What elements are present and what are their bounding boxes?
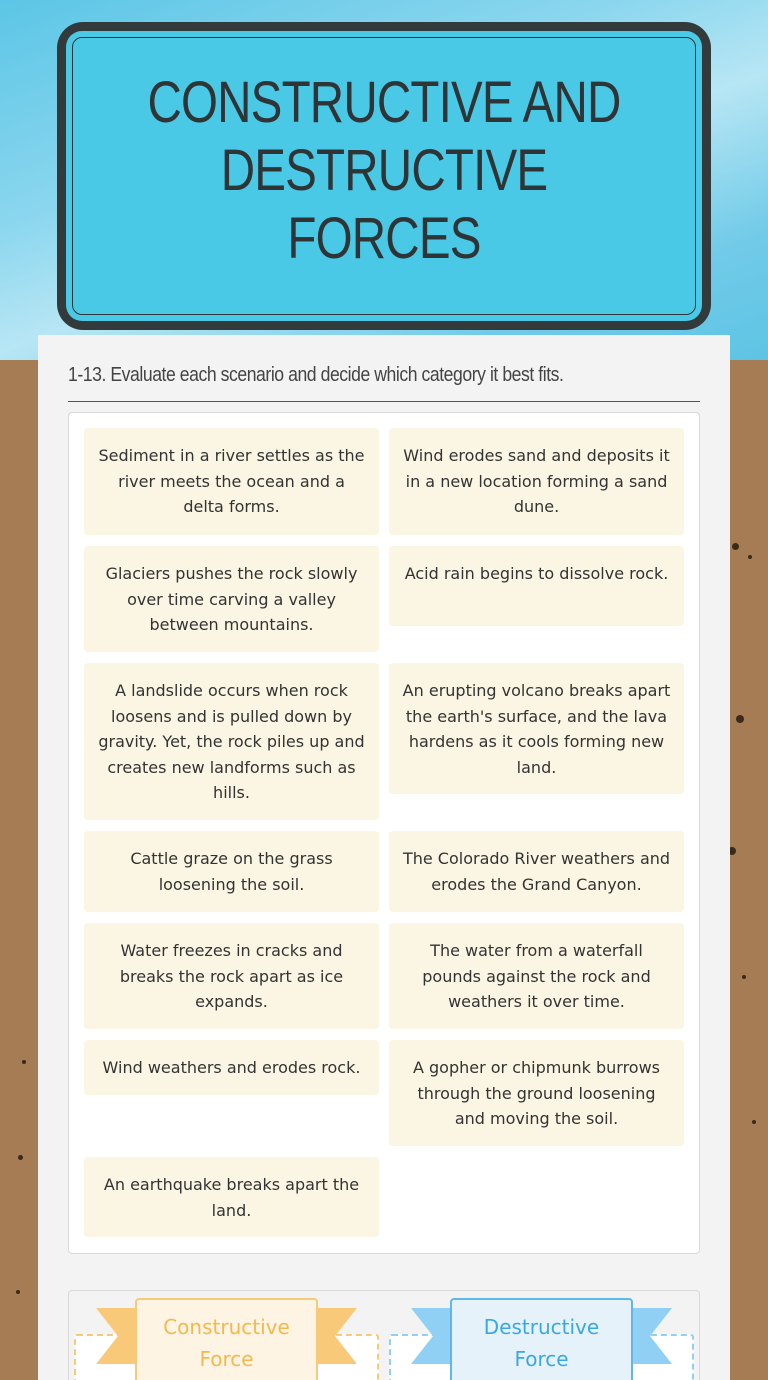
title-banner <box>57 22 711 330</box>
constructive-force-label: Constructive Force <box>135 1298 318 1380</box>
scenario-card[interactable]: Glaciers pushes the rock slowly over time carving a valley between mountains. <box>84 546 379 652</box>
scenario-card[interactable]: Acid rain begins to dissolve rock. <box>389 546 684 626</box>
scenario-card[interactable]: Water freezes in cracks and breaks the rock apart as ice expands. <box>84 923 379 1029</box>
instructions-text: 1-13. Evaluate each scenario and decide which category it best fits. <box>68 364 564 386</box>
scenario-card[interactable]: The water from a waterfall pounds against the rock and weathers it over time. <box>389 923 684 1029</box>
scenario-card[interactable]: Wind erodes sand and deposits it in a new location forming a sand dune. <box>389 428 684 535</box>
divider <box>68 401 700 402</box>
scenario-card[interactable]: A gopher or chipmunk burrows through the ground loosening and moving the soil. <box>389 1040 684 1146</box>
scenario-card[interactable]: Wind weathers and erodes rock. <box>84 1040 379 1095</box>
scenario-card[interactable]: A landslide occurs when rock loosens and is pulled down by gravity. Yet, the rock piles up and creates new landforms such as hills. <box>84 663 379 820</box>
scenario-card[interactable]: Sediment in a river settles as the river meets the ocean and a delta forms. <box>84 428 379 535</box>
scenario-card[interactable]: An erupting volcano breaks apart the earth's surface, and the lava hardens as it cools forming new land. <box>389 663 684 794</box>
scenario-card[interactable]: The Colorado River weathers and erodes the Grand Canyon. <box>389 831 684 912</box>
scenario-card[interactable]: Cattle graze on the grass loosening the soil. <box>84 831 379 912</box>
scenario-card[interactable]: An earthquake breaks apart the land. <box>84 1157 379 1237</box>
page-title: CONSTRUCTIVE AND DESTRUCTIVE FORCES <box>147 70 621 271</box>
destructive-force-label: Destructive Force <box>450 1298 633 1380</box>
